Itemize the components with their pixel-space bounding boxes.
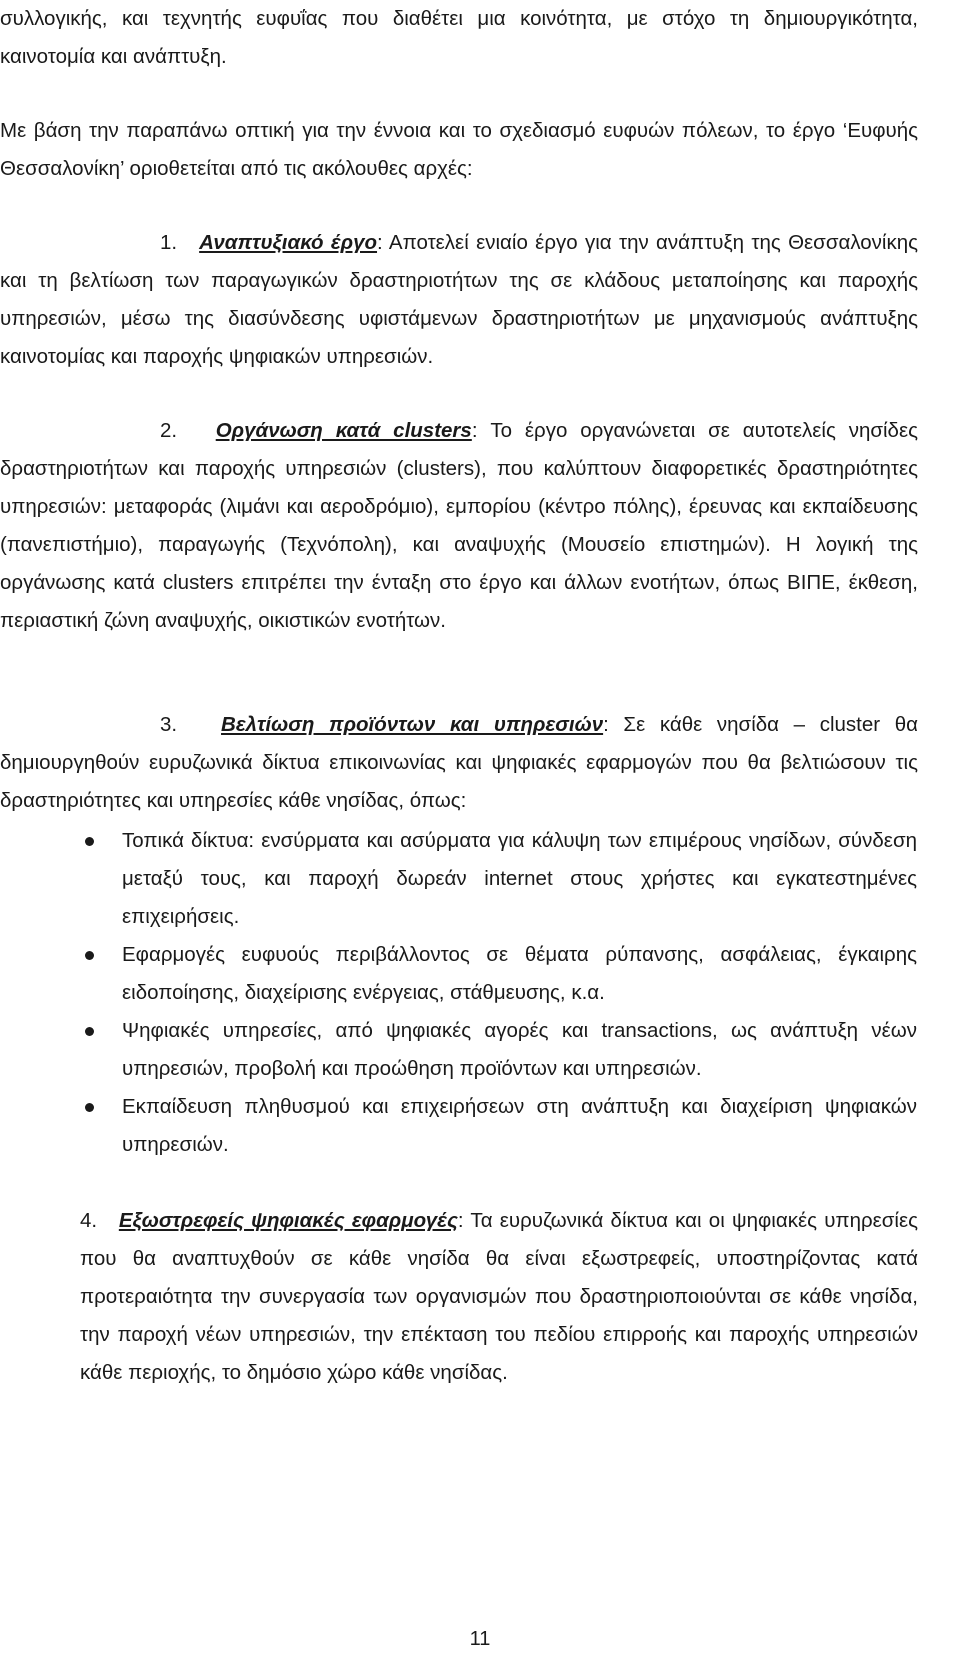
page-number: 11	[469, 1628, 491, 1650]
principle-number: 1.	[160, 231, 178, 254]
bullet-icon	[85, 1027, 94, 1036]
principle-term: Εξωστρεφείς ψηφιακές εφαρμογές	[118, 1209, 458, 1232]
principle-term: Αναπτυξιακό έργο	[199, 231, 378, 254]
principle-3	[0, 706, 918, 820]
principle-number: 2.	[160, 419, 178, 442]
intro-paragraph-2: Με βάση την παραπάνω οπτική για την έννοια και το σχεδιασμό ευφυών πόλεων, το έργο ‘Ευφυής Θεσσαλονίκη’ οριοθετείται από τις ακόλουθες αρχές:	[0, 119, 918, 180]
bullet-text: Τοπικά δίκτυα: ενσύρματα και ασύρματα για κάλυψη των επιμέρους νησίδων, σύνδεση μεταξύ τους, και παροχή δωρεάν internet στους χρήστες και εγκατεστημένες επιχειρήσεις.	[122, 829, 917, 928]
principle-term: Οργάνωση κατά clusters	[215, 419, 472, 442]
bullet-text: Εκπαίδευση πληθυσμού και επιχειρήσεων στη ανάπτυξη και διαχείριση ψηφιακών υπηρεσιών.	[122, 1095, 917, 1156]
bullet-text: Εφαρμογές ευφυούς περιβάλλοντος σε θέματα ρύπανσης, ασφάλειας, έγκαιρης ειδοποίησης, διαχείρισης ενέργειας, στάθμευσης, κ.α.	[122, 943, 917, 1004]
bullet-icon	[85, 1103, 94, 1112]
principle-4	[80, 1202, 918, 1392]
principle-2	[0, 412, 918, 640]
principle-number: 3.	[160, 713, 178, 736]
principle-text: : Τα ευρυζωνικά δίκτυα και οι ψηφιακές υπηρεσίες που θα αναπτυχθούν σε κάθε νησίδα θα είναι εξωστρεφείς, υποστηρίζοντας κατά προτεραιότητα την συνεργασία των οργανισμών που δραστηριοποιούνται σε κάθε νησίδα, την παροχή νέων υπηρεσιών, την επέκταση του πεδίου επιρροής και παροχής υπηρεσιών κάθε περιοχής, το δημόσιο χώρο κάθε νησίδας.	[80, 1209, 919, 1384]
principle-text: : Σε κάθε νησίδα – cluster θα δημιουργηθούν ευρυζωνικά δίκτυα επικοινωνίας και ψηφιακές εφαρμογών που θα βελτιώσουν τις δραστηριότητες και υπηρεσίες κάθε νησίδας, όπως:	[0, 713, 918, 812]
bullet-icon	[85, 837, 94, 846]
principle-text: : Αποτελεί ενιαίο έργο για την ανάπτυξη της Θεσσαλονίκης και τη βελτίωση των παραγωγικών δραστηριοτήτων της σε κλάδους μεταποίησης και παροχής υπηρεσιών, μέσω της διασύνδεσης υφιστάμενων δραστηριοτήτων με μηχανισμούς ανάπτυξης καινοτομίας και παροχής ψηφιακών υπηρεσιών.	[0, 231, 919, 368]
principle-term: Βελτίωση προϊόντων και υπηρεσιών	[221, 713, 604, 736]
principle-text: : Το έργο οργανώνεται σε αυτοτελείς νησίδες δραστηριοτήτων και παροχής υπηρεσιών (clusters), που καλύπτουν διαφορετικές δραστηριότητες υπηρεσιών: μεταφοράς (λιμάνι και αεροδρόμιο), εμπορίου (κέντρο πόλης), έρευνας και εκπαίδευσης (πανεπιστήμιο), παραγωγής (Τεχνόπολη), και αναψυχής (Μουσείο επιστημών). Η λογική της οργάνωσης κατά clusters επιτρέπει την ένταξη στο έργο και άλλων ενοτήτων, όπως ΒΙΠΕ, έκθεση, περιαστική ζώνη αναψυχής, οικιστικών ενοτήτων.	[0, 419, 918, 632]
intro-paragraph-1: συλλογικής, και τεχνητής ευφυΐας που διαθέτει μια κοινότητα, με στόχο τη δημιουργικότητα, καινοτομία και ανάπτυξη.	[0, 7, 918, 68]
principle-number: 4.	[80, 1209, 98, 1232]
bullet-icon	[85, 951, 94, 960]
principle-1	[0, 224, 918, 376]
bullet-text: Ψηφιακές υπηρεσίες, από ψηφιακές αγορές και transactions, ως ανάπτυξη νέων υπηρεσιών, προβολή και προώθηση προϊόντων και υπηρεσιών.	[122, 1019, 917, 1080]
